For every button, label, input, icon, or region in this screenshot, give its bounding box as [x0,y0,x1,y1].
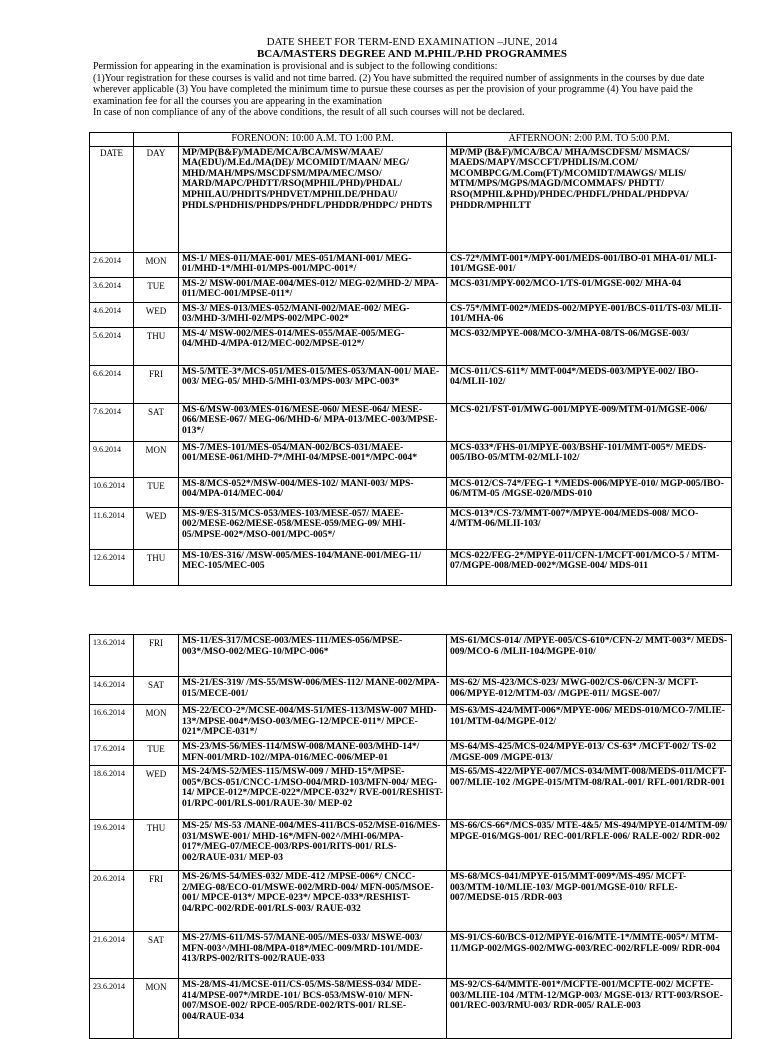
exam-day: SAT [134,932,179,979]
afternoon-papers: MS-91/CS-60/BCS-012/MPYE-016/MTE-1*/MMTE-005*/ MTM-11/MGP-002/MGS-002/MWG-003/REC-002/RFLE-009/ RDR-004 [447,932,732,979]
afternoon-papers: MS-61/MCS-014/ /MPYE-005/CS-610*/CFN-2/ MMT-003*/ MEDS-009/MCO-6 /MLII-104/MGPE-010/ [447,635,732,677]
forenoon-papers: MS-1/ MES-011/MAE-001/ MES-051/MANI-001/ MEG-01/MHD-1*/MHI-01/MPS-001/MPC-001*/ [179,252,447,277]
exam-day: SAT [134,403,179,441]
exam-row [90,277,732,302]
datesheet-table-page1 [89,132,732,586]
exam-row [90,871,732,932]
exam-date: 6.6.2014 [90,365,134,403]
forenoon-papers: MS-23/MS-56/MES-114/MSW-008/MANE-003/MHD-14*/ MFN-001/MRD-102//MPA-016/MEC-006/MEP-01 [179,741,447,766]
afternoon-papers: MCS-032/MPYE-008/MCO-3/MHA-08/TS-06/MGSE-003/ [447,327,732,365]
forenoon-papers: MS-11/ES-317/MCSE-003/MES-111/MES-056/MPSE-003*/MSO-002/MEG-10/MPC-006* [179,635,447,677]
exam-day: FRI [134,365,179,403]
forenoon-papers: MS-5/MTE-3*/MCS-051/MES-015/MES-053/MAN-001/ MAE-003/ MEG-05/ MHD-5/MHI-03/MPS-003/ MPC-003* [179,365,447,403]
forenoon-papers: MS-9/ES-315/MCS-053/MES-103/MESE-057/ MAEE-002/MESE-062/MESE-058/MESE-059/MEG-09/ MHI-05/MPSE-002*/MSO-001/MPC-005*/ [179,507,447,549]
afternoon-papers: MCS-011/CS-611*/ MMT-004*/MEDS-003/MPYE-002/ IBO-04/MLII-102/ [447,365,732,403]
programmes-row [90,146,732,252]
exam-row [90,441,732,477]
exam-row [90,705,732,741]
exam-row [90,979,732,1039]
forenoon-papers: MS-4/ MSW-002/MES-014/MES-055/MAE-005/MEG-04/MHD-4/MPA-012/MEC-002/MPSE-012*/ [179,327,447,365]
afternoon-papers: MS-92/CS-64/MMTE-001*/MCFTE-001/MCFTE-002/ MCFTE-003/MLIIE-104 /MTM-12/MGP-003/ MGSE-013/ RTT-003/RSOE-001/REC-003/RMU-003/ RDR-005/ RALE-003 [447,979,732,1039]
forenoon-papers: MS-25/ MS-53 /MANE-004/MES-411/BCS-052/MSE-016/MES-031/MSWE-001/ MHD-16*/MFN-002^/MHI-06/MPA-017*/MEG-07/MECE-003/RPS-001/RITS-001/ RLS-002/RAUE-031/ MEP-03 [179,820,447,871]
afternoon-papers: MCS-013*/CS-73/MMT-007*/MPYE-004/MEDS-008/ MCO-4/MTM-06/MLII-103/ [447,507,732,549]
exam-date: 18.6.2014 [90,766,134,820]
afternoon-papers: MS-66/CS-66*/MCS-035/ MTE-4&5/ MS-494/MPYE-014/MTM-09/ MPGE-016/MGS-001/ REC-001/RFLE-006/ RALE-002/ RDR-002 [447,820,732,871]
forenoon-papers: MS-6/MSW-003/MES-016/MESE-060/ MESE-064/ MESE-066/MESE-067/ MEG-06/MHD-6/ MPA-013/MEC-003/MPSE-013*/ [179,403,447,441]
exam-date: 10.6.2014 [90,477,134,507]
exam-row [90,766,732,820]
forenoon-session-header: FORENOON: 10:00 A.M. TO 1:00 P.M. [179,133,447,147]
forenoon-papers: MS-7/MES-101/MES-054/MAN-002/BCS-031/MAEE-001/MESE-061/MHD-7*/MHI-04/MPSE-001*/MPC-004* [179,441,447,477]
exam-date: 12.6.2014 [90,549,134,585]
exam-row [90,365,732,403]
title-line-2: BCA/MASTERS DEGREE AND M.PHIL/P.HD PROGRAMMES [256,48,568,60]
exam-row [90,549,732,585]
forenoon-papers: MS-22/ECO-2*/MCSE-004/MS-51/MES-113/MSW-007 MHD-13*/MPSE-004*/MSO-003/MEG-12/MPCE-011*/ MPCE-021*/MPCE-031*/ [179,705,447,741]
exam-day: FRI [134,635,179,677]
exam-day: MON [134,705,179,741]
exam-date: 19.6.2014 [90,820,134,871]
forenoon-papers: MS-24/MS-52/MES-115/MSW-009 / MHD-15*/MPSE-005*/BCS-051/CNCC-1/MSO-004/MRD-103/MFN-004/ MEG-14/ MPCE-012*/MPCE-022*/MPCE-032*/ RVE-001/RESHIST-01/RPC-001/RLS-001/RAUE-30/ MEP-02 [179,766,447,820]
exam-row [90,677,732,705]
afternoon-papers: MS-64/MS-425/MCS-024/MPYE-013/ CS-63* /MCFT-002/ TS-02 /MGSE-009 /MGPE-013/ [447,741,732,766]
exam-day: THU [134,327,179,365]
exam-day: WED [134,766,179,820]
blank-cell [90,133,134,147]
exam-day: TUE [134,741,179,766]
afternoon-papers: CS-72*/MMT-001*/MPY-001/MEDS-001/IBO-01 MHA-01/ MLI-101/MGSE-001/ [447,252,732,277]
exam-day: WED [134,507,179,549]
exam-day: THU [134,820,179,871]
forenoon-papers: MS-27/MS-611/MS-57/MANE-005//MES-033/ MSWE-003/ MFN-003^/MHI-08/MPA-018*/MEC-009/MRD-101/MDE-413/RPS-002/RITS-002/RAUE-033 [179,932,447,979]
exam-day: WED [134,302,179,327]
afternoon-papers: MCS-012/CS-74*/FEG-1 */MEDS-006/MPYE-010/ MGP-005/IBO-06/MTM-05 /MGSE-020/MDS-010 [447,477,732,507]
exam-day: FRI [134,871,179,932]
exam-date: 11.6.2014 [90,507,134,549]
exam-row [90,327,732,365]
intro-text [93,61,725,119]
exam-row [90,635,732,677]
exam-date: 2.6.2014 [90,252,134,277]
exam-row [90,477,732,507]
exam-day: TUE [134,277,179,302]
intro-line: Permission for appearing in the examination is provisional and is subject to the following conditions: [93,61,498,72]
exam-row [90,403,732,441]
session-header-row [90,133,732,147]
exam-date: 13.6.2014 [90,635,134,677]
datesheet-table-page2 [89,634,732,1039]
afternoon-papers: MCS-022/FEG-2*/MPYE-011/CFN-1/MCFT-001/MCO-5 / MTM-07/MGPE-008/MED-002*/MGSE-004/ MDS-011 [447,549,732,585]
exam-date: 20.6.2014 [90,871,134,932]
exam-row [90,741,732,766]
date-column-header: DATE [90,146,134,252]
exam-day: THU [134,549,179,585]
exam-date: 4.6.2014 [90,302,134,327]
forenoon-papers: MS-8/MCS-052*/MSW-004/MES-102/ MANI-003/ MPS-004/MPA-014/MEC-004/ [179,477,447,507]
afternoon-papers: MCS-031/MPY-002/MCO-1/TS-01/MGSE-002/ MHA-04 [447,277,732,302]
afternoon-papers: CS-75*/MMT-002*/MEDS-002/MPYE-001/BCS-011/TS-03/ MLII-101/MHA-06 [447,302,732,327]
afternoon-papers: MS-65/MS-422/MPYE-007/MCS-034/MMT-008/MEDS-011/MCFT-007/MLIE-102 /MGPE-015/MTM-08/RAL-001/ RFL-001/RDR-001 [447,766,732,820]
exam-day: TUE [134,477,179,507]
forenoon-papers: MS-21/ES-319/ /MS-55/MSW-006/MES-112/ MANE-002/MPA-015/MECE-001/ [179,677,447,705]
forenoon-papers: MS-28/MS-41/MCSE-011/CS-05/MS-58/MESS-034/ MDE-414/MPSE-007*/MRDE-101/ BCS-053/MSW-010/ MFN-007/MSOE-002/ RPCE-005/RDE-002/RTS-001/ RLSE-004/RAUE-034 [179,979,447,1039]
exam-row [90,932,732,979]
afternoon-papers: MCS-033*/FHS-01/MPYE-003/BSHF-101/MMT-005*/ MEDS-005/IBO-05/MTM-02/MLI-102/ [447,441,732,477]
title-line-1: DATE SHEET FOR TERM-END EXAMINATION –JUNE, 2014 [266,36,558,48]
afternoon-session-header: AFTERNOON: 2:00 P.M. TO 5:00 P.M. [447,133,732,147]
exam-date: 21.6.2014 [90,932,134,979]
afternoon-papers: MS-62/ MS-423/MCS-023/ MWG-002/CS-06/CFN-3/ MCFT-006/MPYE-012/MTM-03/ /MGPE-011/ MGSE-007/ [447,677,732,705]
exam-day: MON [134,252,179,277]
afternoon-programmes: MP/MP (B&F)/MCA/BCA/ MHA/MSCDFSM/ MSMACS/ MAEDS/MAPY/MSCCFT/PHDLIS/M.COM/ MCOMBPCG/M.Com(FT)/MCOMIDT/MAWGS/ MLIS/ MTM/MPS/MGPS/MAGD/MCOMMAFS/ PHDTT/ RSO(MPHIL&PHD)/PHDEC/PHDFL/PHDAL/PHDPVA/ PHDDR/MPHILTT [447,146,732,252]
intro-line: (1)Your registration for these courses is valid and not time barred. (2) You have submitted the required number of assignments in the courses by due date wherever applicable (3) You have completed the minimum time to pursue these courses as per the provision of your programme (4) You have paid the examination fee for all the courses you are appearing in the examination [93,72,705,107]
exam-day: SAT [134,677,179,705]
exam-date: 14.6.2014 [90,677,134,705]
afternoon-papers: MS-68/MCS-041/MPYE-015/MMT-009*/MS-495/ MCFT-003/MTM-10/MLIE-103/ MGP-001/MGSE-010/ RFLE-007/MEDSE-015 /RDR-003 [447,871,732,932]
exam-row [90,820,732,871]
afternoon-papers: MCS-021/FST-01/MWG-001/MPYE-009/MTM-01/MGSE-006/ [447,403,732,441]
exam-day: MON [134,441,179,477]
exam-date: 9.6.2014 [90,441,134,477]
forenoon-papers: MS-10/ES-316/ /MSW-005/MES-104/MANE-001/MEG-11/ MEC-105/MEC-005 [179,549,447,585]
forenoon-papers: MS-3/ MES-013/MES-052/MANI-002/MAE-002/ MEG-03/MHD-3/MHI-02/MPS-002/MPC-002* [179,302,447,327]
exam-row [90,507,732,549]
forenoon-papers: MS-2/ MSW-001/MAE-004/MES-012/ MEG-02/MHD-2/ MPA-011/MEC-001/MPSE-011*/ [179,277,447,302]
day-column-header: DAY [134,146,179,252]
exam-date: 7.6.2014 [90,403,134,441]
exam-date: 23.6.2014 [90,979,134,1039]
intro-line: In case of non compliance of any of the above conditions, the result of all such courses will not be declared. [93,107,525,118]
blank-cell [134,133,179,147]
exam-date: 17.6.2014 [90,741,134,766]
afternoon-papers: MS-63/MS-424/MMT-006*/MPYE-006/ MEDS-010/MCO-7/MLIE-101/MTM-04/MGPE-012/ [447,705,732,741]
exam-row [90,252,732,277]
forenoon-papers: MS-26/MS-54/MES-032/ MDE-412 /MPSE-006*/ CNCC-2/MEG-08/ECO-01/MSWE-002/MRD-004/ MFN-005/MSOE-001/ MPCE-013*/ MPCE-023*/ MPCE-033*/RESHIST-04/RPC-002/RDE-001/RLS-003/ RAUE-032 [179,871,447,932]
exam-date: 3.6.2014 [90,277,134,302]
exam-day: MON [134,979,179,1039]
exam-date: 16.6.2014 [90,705,134,741]
exam-date: 5.6.2014 [90,327,134,365]
forenoon-programmes: MP/MP(B&F)/MADE/MCA/BCA/MSW/MAAE/ MA(EDU)/M.Ed./MA(DE)/ MCOMIDT/MAAN/ MEG/ MHD/MAH/MPS/MSCDFSM/MPA/MEC/MSO/ MARD/MAPC/PHDTT/RSO(MPHIL/PHD)/PHDAL/ MPHILAU/PHDITS/PHDVET/MPHILDE/PHDAU/ PHDLS/PHDHIS/PHDPS/PHDFL/PHDDR/PHDPC/ PHDTS [179,146,447,252]
exam-row [90,302,732,327]
